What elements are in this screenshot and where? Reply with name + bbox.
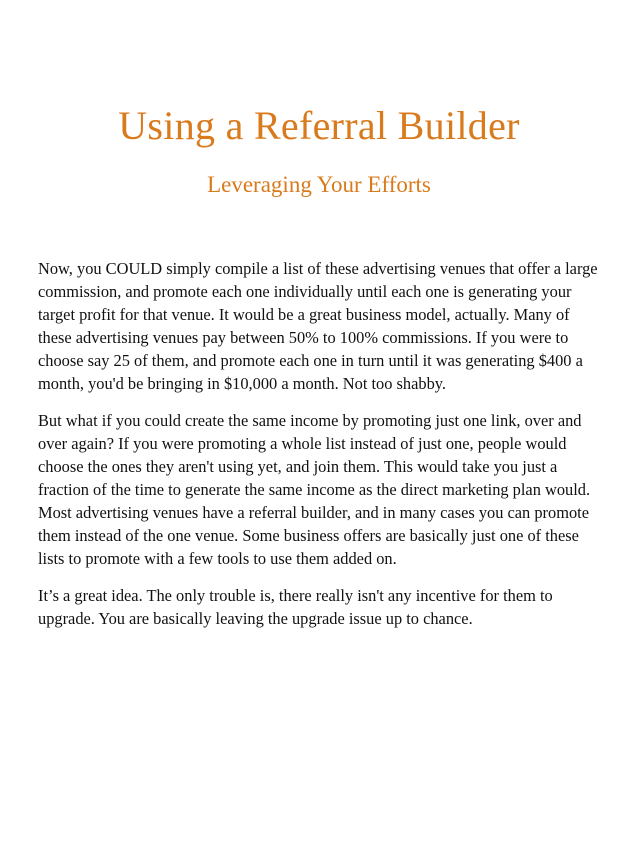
paragraph: Now, you COULD simply compile a list of these advertising venues that offer a large commission, and promote each one individually until each one is generating your target profit for that venue. It would be a great business model, actually. Many of these advertising venues pay between 50% to 100% commissions. If you were to choose say 25 of them, and promote each one in turn until it was generating $400 a month, you'd be bringing in $10,000 a month. Not too shabby. [38, 259, 598, 393]
page-title: Using a Referral Builder [118, 103, 520, 148]
paragraph: But what if you could create the same income by promoting just one link, over and over again? If you were promoting a whole list instead of just one, people would choose the ones they aren't using yet, and join them. This would take you just a fraction of the time to generate the same income as the direct marketing plan would. Most advertising venues have a referral builder, and in many cases you can promote them instead of the one venue. Some business offers are basically just one of these lists to promote with a few tools to use them added on. [38, 411, 591, 568]
paragraph: It’s a great idea. The only trouble is, there really isn't any incentive for them to upgrade. You are basically leaving the upgrade issue up to chance. [38, 586, 553, 628]
page-subtitle: Leveraging Your Efforts [207, 172, 431, 197]
body-text [38, 257, 603, 644]
